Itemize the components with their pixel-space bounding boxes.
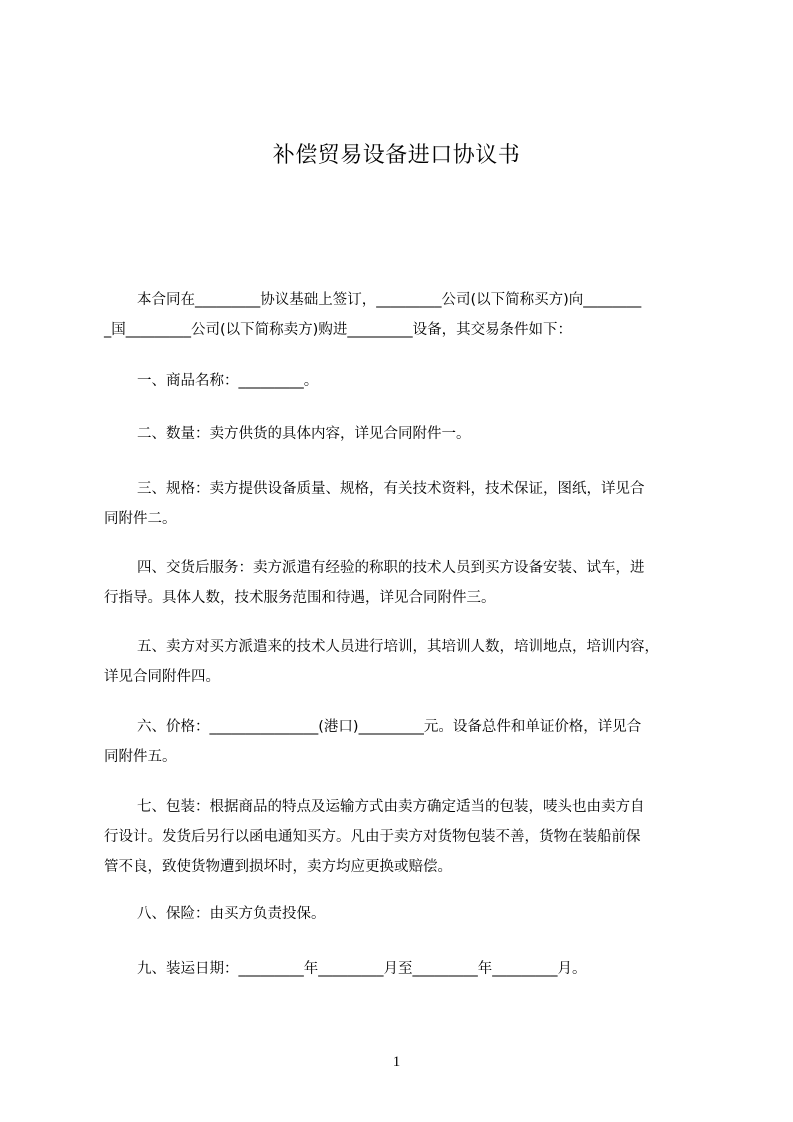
clause-line: 同附件五。 [104, 749, 177, 765]
clause-line: 八、保险：由买方负责投保。 [137, 906, 326, 922]
intro-line: _国_________公司(以下简称卖方)购进_________设备，其交易条件如下： [104, 322, 573, 338]
clause-line: 五、卖方对买方派遣来的技术人员进行培训，其培训人数，培训地点，培训内容， [137, 639, 659, 655]
document-title: 补偿贸易设备进口协议书 [272, 143, 521, 168]
intro-line: 本合同在_________协议基础上签订，_________公司(以下简称买方)向________ [137, 292, 642, 308]
clause-1 [104, 366, 704, 396]
clause-6 [104, 712, 704, 772]
clause-line: 七、包装：根据商品的特点及运输方式由卖方确定适当的包装，唛头也由卖方自 [137, 799, 645, 815]
clause-line: 三、规格：卖方提供设备质量、规格，有关技术资料，技术保证，图纸，详见合 [137, 481, 645, 497]
clause-line: 九、装运日期：_________年_________月至_________年_________月。 [137, 961, 587, 977]
page-number: 1 [392, 1054, 401, 1070]
clause-line: 行指导。具体人数，技术服务范围和待遇，详见合同附件三。 [104, 590, 496, 606]
clause-line: 四、交货后服务：卖方派遣有经验的称职的技术人员到买方设备安装、试车，进 [137, 560, 645, 576]
clause-2 [104, 419, 704, 449]
clause-7 [104, 792, 704, 882]
clause-5 [104, 632, 704, 692]
clause-line: 二、数量：卖方供货的具体内容，详见合同附件一。 [137, 426, 471, 442]
clause-line: 行设计。发货后另行以函电通知买方。凡由于卖方对货物包装不善，货物在装船前保 [104, 829, 641, 845]
clause-line: 一、商品名称：_________。 [137, 373, 319, 389]
clause-4 [104, 553, 704, 613]
intro-paragraph [104, 285, 704, 345]
clause-line: 同附件二。 [104, 511, 177, 527]
clause-line: 六、价格：_______________(港口)_________元。设备总件和单证价格，详见合 [137, 719, 642, 735]
clause-line: 管不良，致使货物遭到损坏时，卖方均应更换或赔偿。 [104, 859, 452, 875]
clause-9 [104, 954, 704, 984]
clause-line: 详见合同附件四。 [104, 669, 220, 685]
clause-8 [104, 899, 704, 929]
clause-3 [104, 474, 704, 534]
